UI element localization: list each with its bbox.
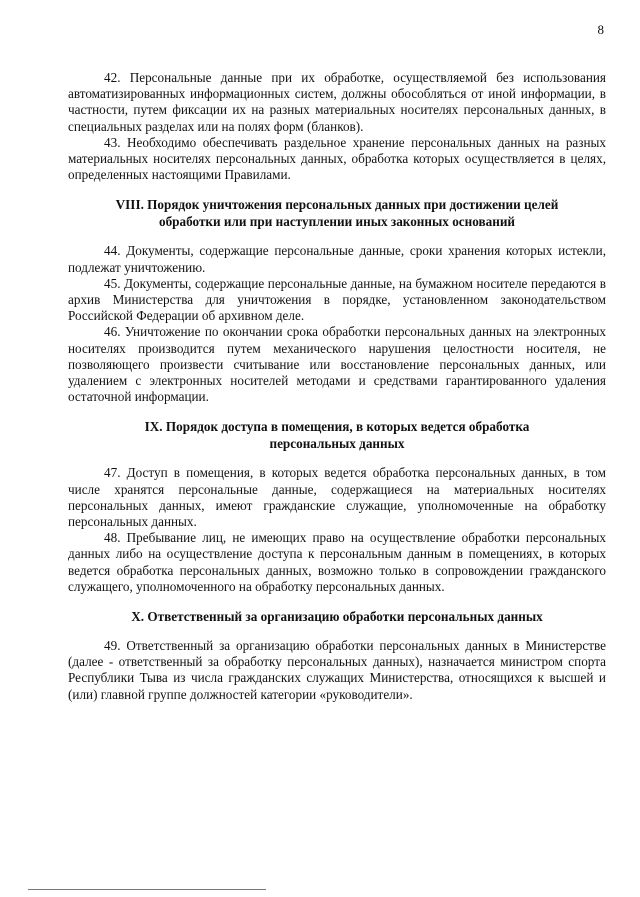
paragraph-48: 48. Пребывание лиц, не имеющих право на осуществление обработки персональных данных либо на осуществление доступа к персональным данным в помещениях, в которых ведется обработка персональных данных, возможно только в сопровождении гражданского служащего, уполномоченного на обработку персональных данных.: [68, 530, 606, 594]
paragraph-42: 42. Персональные данные при их обработке, осуществляемой без использования автоматизированных информационных систем, должны обособляться от иной информации, в частности, путем фиксации их на разных материальных носителях персональных данных, в специальных разделах или на полях форм (бланков).: [68, 70, 606, 134]
document-body: [68, 70, 606, 703]
footer-rule: [28, 889, 266, 890]
paragraph-47: 47. Доступ в помещения, в которых ведется обработка персональных данных, в том числе хранятся персональные данные, содержащиеся на материальных носителях персональных данных, имеют гражданские служащие, уполномоченные на обработку персональных данных.: [68, 465, 606, 530]
section-heading-viii: VIII. Порядок уничтожения персональных данных при достижении целей обработки или при наступлении иных законных оснований: [115, 197, 559, 230]
section-heading-ix: IX. Порядок доступа в помещения, в которых ведется обработка персональных данных: [144, 419, 530, 452]
paragraph-44: 44. Документы, содержащие персональные данные, сроки хранения которых истекли, подлежат уничтожению.: [68, 243, 606, 275]
section-heading-x: X. Ответственный за организацию обработки персональных данных: [131, 609, 543, 625]
paragraph-49: 49. Ответственный за организацию обработки персональных данных в Министерстве (далее - ответственный за обработку персональных данных), назначается министром спорта Республики Тыва из числа гражданских служащих Министерства, относящихся к высшей и (или) главной группе должностей категории «руководители».: [68, 638, 606, 702]
paragraph-45: 45. Документы, содержащие персональные данные, на бумажном носителе передаются в архив Министерства для уничтожения в порядке, установленном законодательством Российской Федерации об архивном деле.: [68, 275, 606, 324]
paragraph-43: 43. Необходимо обеспечивать раздельное хранение персональных данных на разных материальных носителях персональных данных, обработка которых осуществляется в целях, определенных настоящими Правилами.: [68, 134, 606, 183]
paragraph-46: 46. Уничтожение по окончании срока обработки персональных данных на электронных носителях производится путем механического нарушения целостности носителя, не позволяющего произвести считывание или восстановление персональных данных, или удалением с электронных носителей методами и средствами гарантированного удаления остаточной информации.: [68, 324, 606, 405]
page-number: 8: [597, 22, 604, 37]
